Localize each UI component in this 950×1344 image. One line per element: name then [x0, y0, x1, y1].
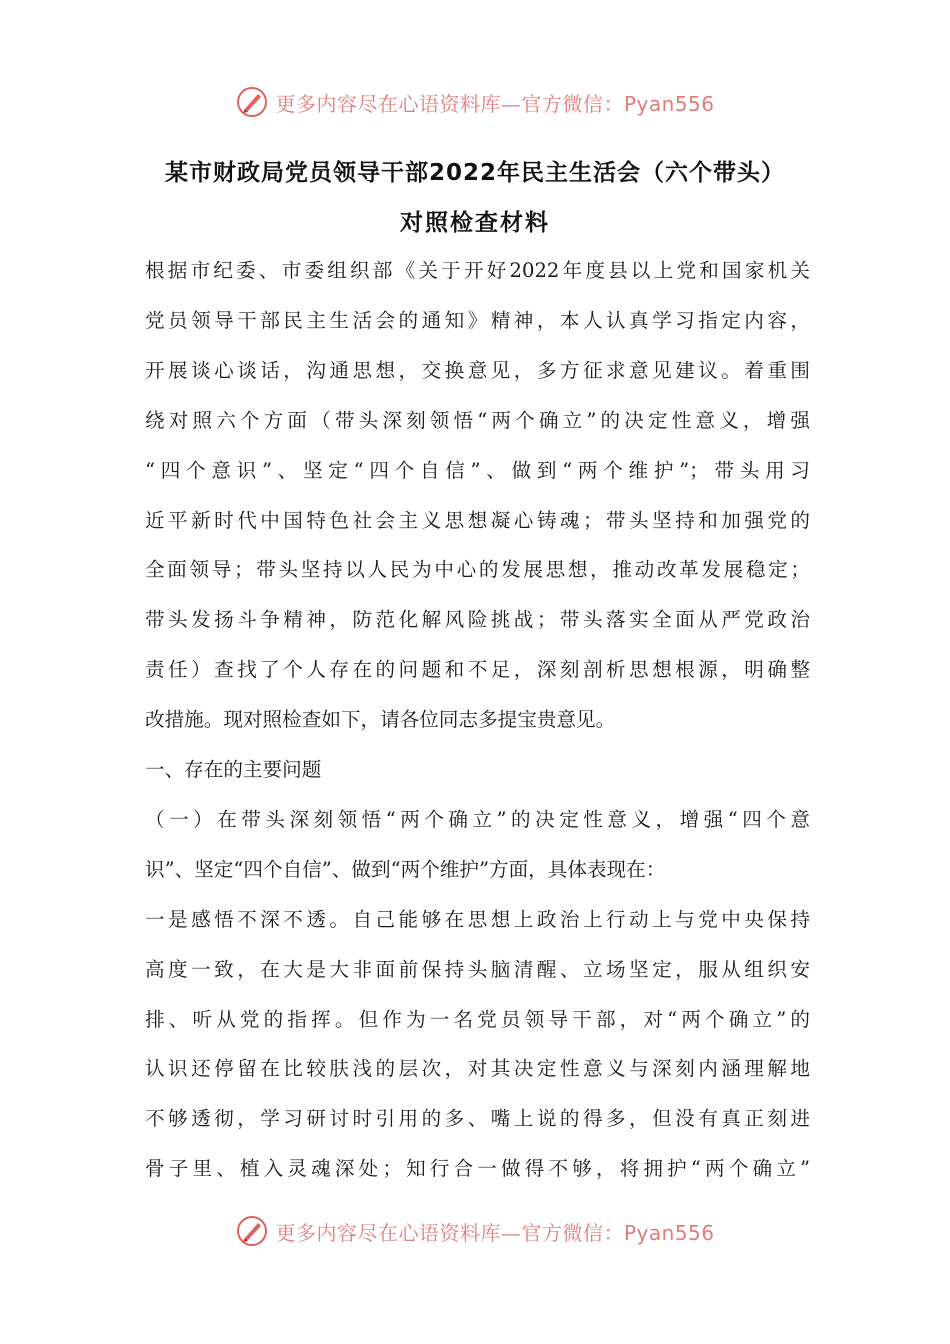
body-line: 排、听从党的指挥。但作为一名党员领导干部，对“两个确立”的 — [145, 1008, 810, 1031]
watermark-text: 更多内容尽在心语资料库—官方微信：Pyan556 — [275, 1220, 715, 1245]
watermark-text: 更多内容尽在心语资料库—官方微信：Pyan556 — [275, 91, 715, 116]
body-line: 一、存在的主要问题 — [145, 758, 322, 781]
body-line: 骨子里、植入灵魂深处；知行合一做得不够，将拥护“两个确立” — [145, 1157, 810, 1180]
body-line: 一是感悟不深不透。自己能够在思想上政治上行动上与党中央保持 — [145, 908, 810, 931]
body-line: 根据市纪委、市委组织部《关于开好2022年度县以上党和国家机关 — [145, 259, 810, 282]
footer-watermark-banner — [0, 1211, 950, 1251]
body-line: 高度一致，在大是大非面前保持头脑清醒、立场坚定，服从组织安 — [145, 958, 810, 981]
body-line: 党员领导干部民主生活会的通知》精神，本人认真学习指定内容， — [145, 309, 810, 332]
pen-circle-logo-icon — [235, 85, 269, 119]
document-subtitle: 对照检查材料 — [400, 210, 550, 236]
body-line: 认识还停留在比较肤浅的层次，对其决定性意义与深刻内涵理解地 — [145, 1057, 810, 1080]
body-line: 全面领导；带头坚持以人民为中心的发展思想，推动改革发展稳定； — [145, 558, 810, 581]
body-line: 不够透彻，学习研讨时引用的多、嘴上说的得多，但没有真正刻进 — [145, 1107, 810, 1130]
body-line: “四个意识”、坚定“四个自信”、做到“两个维护”；带头用习 — [145, 459, 810, 482]
body-line: 带头发扬斗争精神，防范化解风险挑战；带头落实全面从严党政治 — [145, 608, 810, 631]
body-line: 绕对照六个方面（带头深刻领悟“两个确立”的决定性意义，增强 — [145, 409, 810, 432]
document-title: 某市财政局党员领导干部2022年民主生活会（六个带头） — [164, 160, 785, 186]
body-line: 改措施。现对照检查如下，请各位同志多提宝贵意见。 — [145, 708, 616, 731]
pen-circle-logo-icon — [235, 1214, 269, 1248]
body-line: （一）在带头深刻领悟“两个确立”的决定性意义，增强“四个意 — [145, 808, 810, 831]
header-watermark-banner — [0, 82, 950, 122]
body-line: 开展谈心谈话，沟通思想，交换意见，多方征求意见建议。着重围 — [145, 359, 810, 382]
body-line: 责任）查找了个人存在的问题和不足，深刻剖析思想根源，明确整 — [145, 658, 810, 681]
body-line: 近平新时代中国特色社会主义思想凝心铸魂；带头坚持和加强党的 — [145, 509, 810, 532]
body-line: 识”、坚定“四个自信”、做到“两个维护”方面，具体表现在： — [145, 858, 666, 881]
